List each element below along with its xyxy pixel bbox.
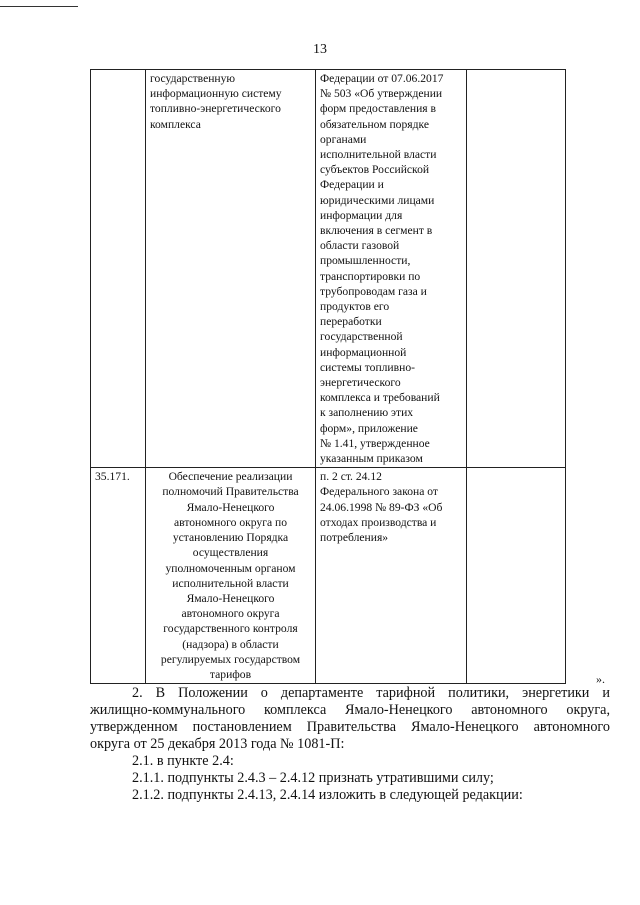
cell-legal-basis: п. 2 ст. 24.12 Федерального закона от 24.06.1998 № 89-ФЗ «Об отходах производства и потребления» xyxy=(316,468,467,684)
document-table xyxy=(90,69,566,684)
cell-empty xyxy=(467,70,566,468)
closing-quote-mark: ». xyxy=(596,672,605,686)
paragraph-2-line-1: 2. В Положении о департаменте тарифной политики, энергетики и xyxy=(132,685,610,701)
item-2-1-1: 2.1.1. подпункты 2.4.3 – 2.4.12 признать утратившими силу; xyxy=(132,770,494,786)
item-2-1: 2.1. в пункте 2.4: xyxy=(132,753,234,769)
page-number: 13 xyxy=(313,42,327,57)
cell-number: 35.171. xyxy=(91,468,146,684)
table-row-continuation xyxy=(91,70,566,468)
paragraph-2-line-2: жилищно-коммунального комплекса Ямало-Ненецкого автономного округа, xyxy=(90,702,610,718)
paragraph-2-line-3: утвержденном постановлением Правительства Ямало-Ненецкого автономного xyxy=(90,719,610,735)
paragraph-2-line-4: округа от 25 декабря 2013 года № 1081-П: xyxy=(90,736,345,752)
cell-empty xyxy=(467,468,566,684)
cell-number xyxy=(91,70,146,468)
cell-name: государственную информационную систему топливно-энергетического комплекса xyxy=(146,70,316,468)
top-left-rule xyxy=(0,0,78,7)
cell-name: Обеспечение реализации полномочий Правительства Ямало-Ненецкого автономного округа по установлению Порядка осуществления уполномоченным органом исполнительной власти Ямало-Ненецкого автономного округа государственного контроля (надзора) в области регулируемых государством тарифов xyxy=(146,468,316,684)
cell-legal-basis: Федерации от 07.06.2017 № 503 «Об утверждении форм предоставления в обязательном порядке органами исполнительной власти субъектов Российской Федерации и юридическими лицами информации для включения в сегмент в области газовой промышленности, транспортировки по трубопроводам газа и продуктов его переработки государственной информационной системы топливно- энергетического комплекса и требований к заполнению этих форм», приложение № 1.41, утвержденное указанным приказом xyxy=(316,70,467,468)
item-2-1-2: 2.1.2. подпункты 2.4.13, 2.4.14 изложить в следующей редакции: xyxy=(132,787,523,803)
table-row-35-171 xyxy=(91,468,566,684)
document-body xyxy=(90,685,610,804)
